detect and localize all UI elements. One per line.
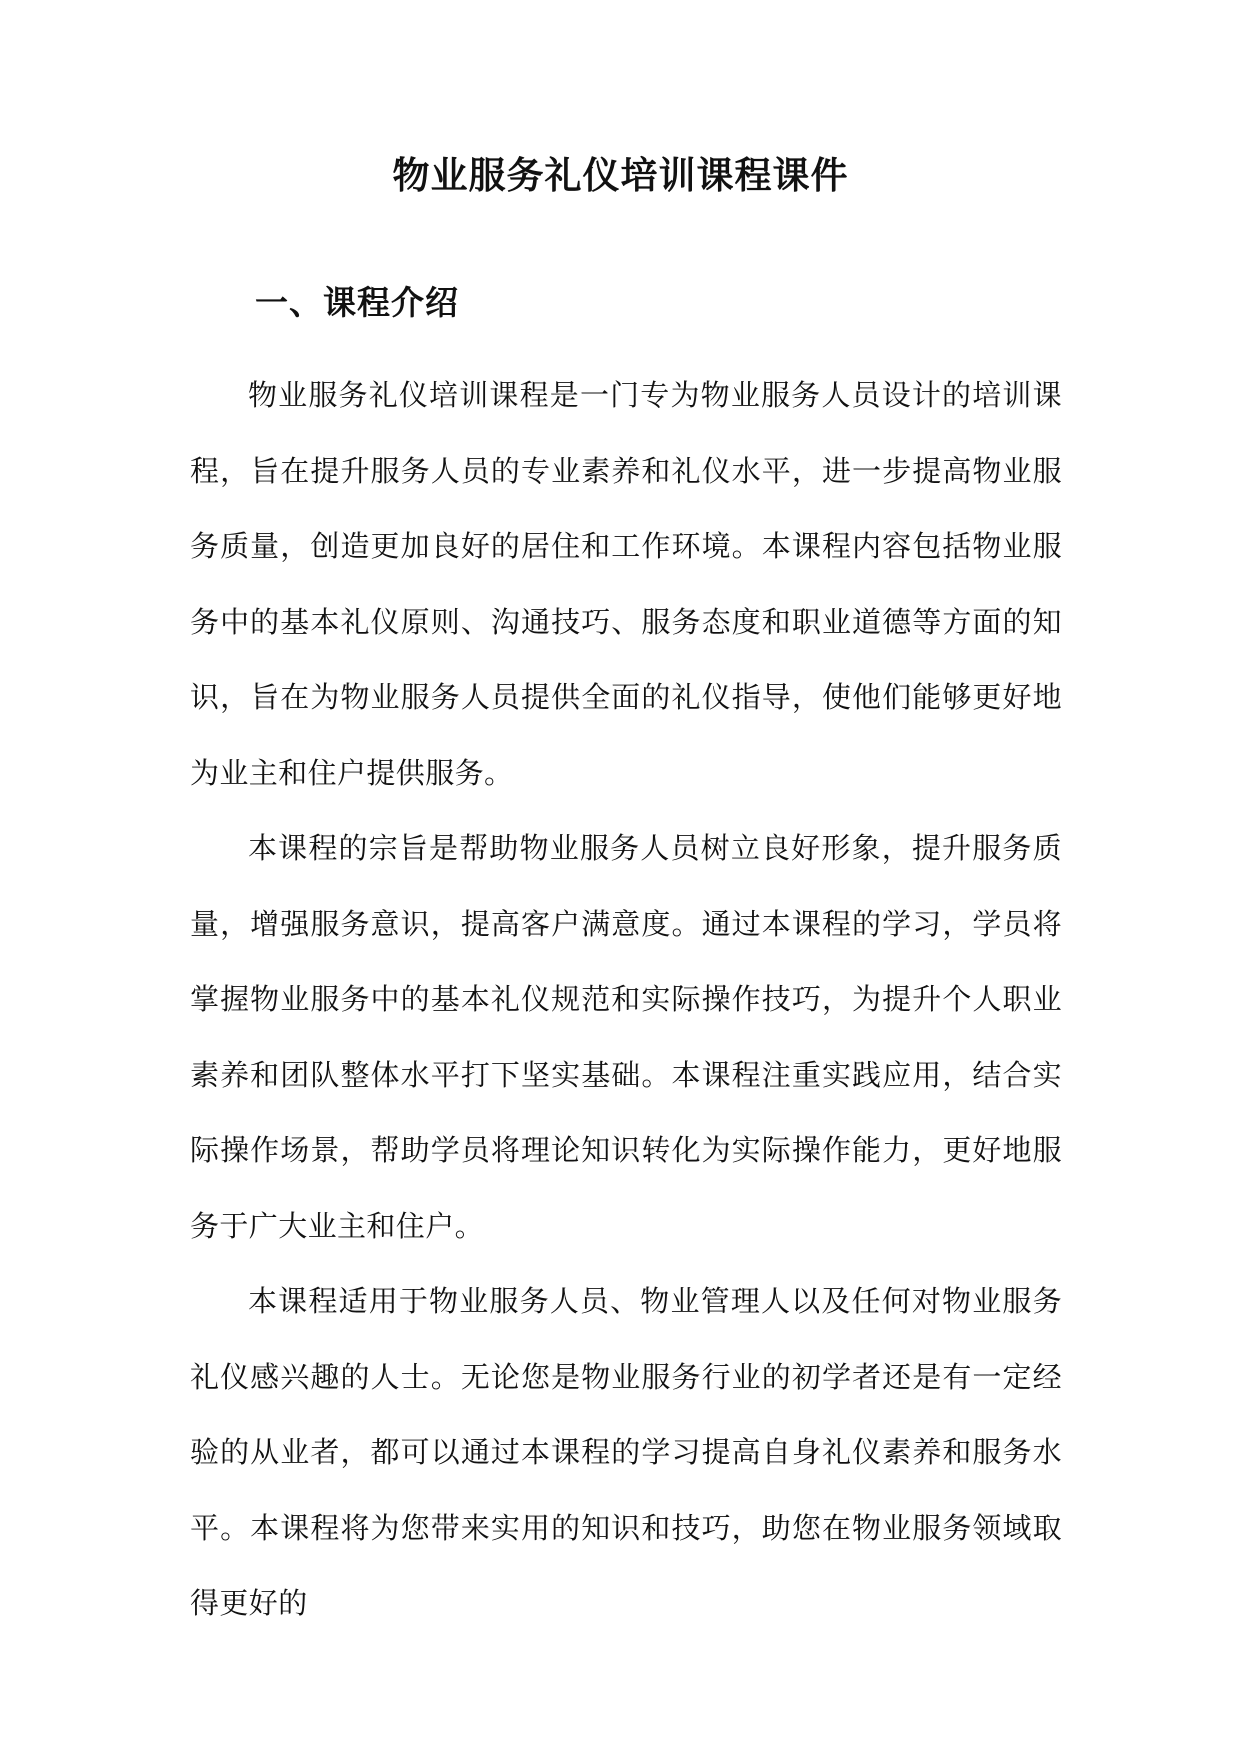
paragraph-purpose: 本课程的宗旨是帮助物业服务人员树立良好形象，提升服务质量，增强服务意识，提高客户满意度。通过本课程的学习，学员将掌握物业服务中的基本礼仪规范和实际操作技巧，为提升个人职业素养和团队整体水平打下坚实基础。本课程注重实践应用，结合实际操作场景，帮助学员将理论知识转化为实际操作能力，更好地服务于广大业主和住户。 — [190, 831, 1062, 1243]
body-text — [190, 358, 1062, 1642]
paragraph-audience: 本课程适用于物业服务人员、物业管理人以及任何对物业服务礼仪感兴趣的人士。无论您是物业服务行业的初学者还是有一定经验的从业者，都可以通过本课程的学习提高自身礼仪素养和服务水平。本课程将为您带来实用的知识和技巧，助您在物业服务领域取得更好的 — [190, 1284, 1062, 1620]
paragraph-intro: 物业服务礼仪培训课程是一门专为物业服务人员设计的培训课程，旨在提升服务人员的专业素养和礼仪水平，进一步提高物业服务质量，创造更加良好的居住和工作环境。本课程内容包括物业服务中的基本礼仪原则、沟通技巧、服务态度和职业道德等方面的知识，旨在为物业服务人员提供全面的礼仪指导，使他们能够更好地为业主和住户提供服务。 — [190, 378, 1062, 790]
section-heading-course-intro: 一、课程介绍 — [255, 283, 459, 322]
document-title: 物业服务礼仪培训课程课件 — [392, 153, 849, 197]
